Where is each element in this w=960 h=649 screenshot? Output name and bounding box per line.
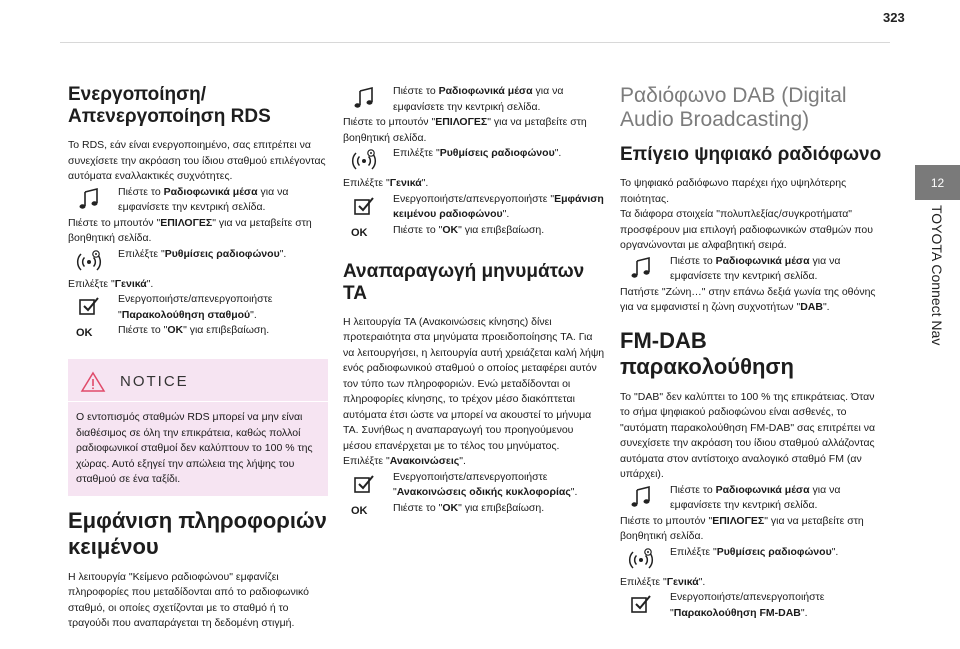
digital-radio-p1: Το ψηφιακό ραδιόφωνο παρέχει ήχο υψηλότερης ποιότητας.	[620, 177, 847, 205]
fm-dab-heading: FM-DAB παρακολούθηση	[620, 327, 794, 379]
top-rule	[60, 42, 890, 43]
page-number: 323	[883, 10, 905, 25]
step-announcements: Επιλέξτε "Ανακοινώσεις".	[343, 455, 466, 467]
step-options: Πιέστε το μπουτόν "ΕΠΙΛΟΓΕΣ" για να μεταβείτε στη βοηθητική σελίδα.	[68, 216, 312, 244]
checkbox-icon	[628, 592, 654, 616]
step-toggle-fmdab: Ενεργοποιήστε/απενεργοποιήστε "Παρακολούθηση FM-DAB".	[620, 590, 882, 621]
checkbox-icon	[76, 294, 102, 318]
digital-radio-p2: Τα διάφορα στοιχεία "πολυπλεξίας/συγκροτήματα" προσφέρουν μια επιλογή ραδιοφωνικών σταθμών που οργανώνονται με αλφαβητική σειρά.	[620, 208, 873, 251]
fm-dab-body: Το "DAB" δεν καλύπτει το 100 % της επικράτειας. Όταν το σήμα ψηφιακού ραδιοφώνου είναι ασθενές, το "αυτόματη παρακολούθηση FM-DAB" σας επιτρέπει να συνεχίσετε την ακρόαση του ίδιου σταθμού αλλάζοντας αυτόματα στον αντίστοιχο αναλογικό σταθμό FM (αν υπάρχει).	[620, 390, 876, 480]
column-3	[620, 84, 882, 621]
step-radio-media: Πιέστε το Ραδιοφωνικά μέσα για να εμφανίσετε την κεντρική σελίδα.	[68, 185, 328, 216]
side-title-text: TOYOTA Connect Nav	[929, 205, 945, 346]
checkbox-icon	[351, 472, 377, 496]
step-radio-settings: Επιλέξτε "Ρυθμίσεις ραδιοφώνου".	[68, 247, 328, 267]
step-toggle: Ενεργοποιήστε/απενεργοποιήστε "Εμφάνιση κειμένου ραδιοφώνου".	[343, 192, 605, 223]
step-ok: OK Πιέστε το "OK" για επιβεβαίωση.	[68, 323, 328, 343]
radio-settings-icon	[351, 148, 377, 172]
step-radio-settings: Επιλέξτε "Ρυθμίσεις ραδιοφώνου".	[620, 545, 882, 565]
digital-radio-heading: Επίγειο ψηφιακό ραδιόφωνο	[620, 144, 882, 165]
step-ok: OK Πιέστε το "OK" για επιβεβαίωση.	[343, 223, 605, 243]
ok-label: OK	[351, 504, 368, 517]
notice-box	[68, 359, 328, 496]
rds-intro: Το RDS, εάν είναι ενεργοποιημένο, σας επιτρέπει να συνεχίσετε την ακρόαση του ίδιου σταθμού επιλέγοντας αυτόματα εναλλακτικές συχνότητες.	[68, 139, 326, 182]
radio-settings-icon	[76, 249, 102, 273]
notice-header	[68, 359, 328, 402]
step-radio-settings: Επιλέξτε "Ρυθμίσεις ραδιοφώνου".	[343, 146, 605, 166]
text-info-heading: Εμφάνιση πληροφοριών κειμένου	[68, 507, 327, 559]
text-info-body: Η λειτουργία "Κείμενο ραδιοφώνου" εμφανίζει πληροφορίες που μεταδίδονται από το ραδιοφωνικό σταθμό, οι οποίες σχετίζονται με το σταθμό ή το τραγούδι που αναπαράγεται τη δεδομένη στιγμή.	[68, 570, 310, 629]
ok-label: OK	[76, 327, 93, 339]
step-radio-media: Πιέστε το Ραδιοφωνικά μέσα για να εμφανίσετε την κεντρική σελίδα.	[620, 483, 882, 514]
step-general: Επιλέξτε "Γενικά".	[343, 177, 429, 189]
step-toggle-ta: Ενεργοποιήστε/απενεργοποιήστε "Ανακοινώσεις οδικής κυκλοφορίας".	[343, 470, 605, 501]
radio-settings-icon	[628, 547, 654, 571]
step-radio-media: Πιέστε το Ραδιοφωνικά μέσα για να εμφανίσετε την κεντρική σελίδα.	[343, 84, 605, 115]
step-options: Πιέστε το μπουτόν "ΕΠΙΛΟΓΕΣ" για να μεταβείτε στη βοηθητική σελίδα.	[620, 514, 864, 542]
checkbox-icon	[351, 194, 377, 218]
music-note-icon	[76, 187, 102, 211]
step-toggle: Ενεργοποιήστε/απενεργοποιήστε "Παρακολούθηση σταθμού".	[68, 292, 328, 323]
music-note-icon	[351, 86, 377, 110]
step-band: Πατήστε "Ζώνη…" στην επάνω δεξιά γωνία της οθόνης για να εμφανιστεί η ζώνη συχνοτήτων "DAB".	[620, 285, 876, 313]
ta-heading: Αναπαραγωγή μηνυμάτων TA	[343, 260, 585, 304]
column-2	[343, 84, 605, 521]
rds-heading: Ενεργοποίηση/ Απενεργοποίηση RDS	[68, 84, 271, 127]
step-radio-media: Πιέστε το Ραδιοφωνικά μέσα για να εμφανίσετε την κεντρική σελίδα.	[620, 254, 882, 285]
notice-text: Ο εντοπισμός σταθμών RDS μπορεί να μην είναι διαθέσιμος σε όλη την επικράτεια, καθώς πολλοί ραδιοφωνικοί σταθμοί δεν καλύπτουν το 100 % της χώρας. Αυτό εξηγεί την απώλεια της λήψης του σταθμού σε ένα ταξίδι.	[76, 411, 313, 485]
notice-title: NOTICE	[120, 373, 189, 391]
step-general: Επιλέξτε "Γενικά".	[620, 575, 706, 588]
warning-icon	[80, 371, 106, 393]
step-general: Επιλέξτε "Γενικά".	[68, 277, 154, 290]
step-ok-ta: OK Πιέστε το "OK" για επιβεβαίωση.	[343, 501, 605, 521]
ok-label: OK	[351, 226, 368, 239]
ta-body: Η λειτουργία TA (Ανακοινώσεις κίνησης) δίνει προτεραιότητα στα μηνύματα προειδοποίησης TA. Για να λειτουργήσει, η λειτουργία αυτή χρειάζεται καλή λήψη ενός ραδιοφωνικού σταθμού ο οποίος μεταφέρει αυτόν τον τύπο των πληροφοριών. Ενώ μεταδίδονται οι πληροφορίες κίνησης, το τρέχον μέσο διακόπτεται αυτόματα έτσι ώστε να μπορεί να ακουστεί το μήνυμα TA. Συνήθως η αναπαραγωγή του προηγούμενου μέσου επανέρχεται με το τέλος του μηνύματος.	[343, 315, 605, 452]
chapter-tab: 12	[915, 165, 960, 200]
side-title	[918, 205, 956, 385]
column-1	[68, 84, 328, 632]
dab-title: Ραδιόφωνο DAB (Digital Audio Broadcasting)	[620, 84, 847, 131]
step-options: Πιέστε το μπουτόν "ΕΠΙΛΟΓΕΣ" για να μεταβείτε στη βοηθητική σελίδα.	[343, 116, 587, 144]
music-note-icon	[628, 256, 654, 280]
music-note-icon	[628, 485, 654, 509]
